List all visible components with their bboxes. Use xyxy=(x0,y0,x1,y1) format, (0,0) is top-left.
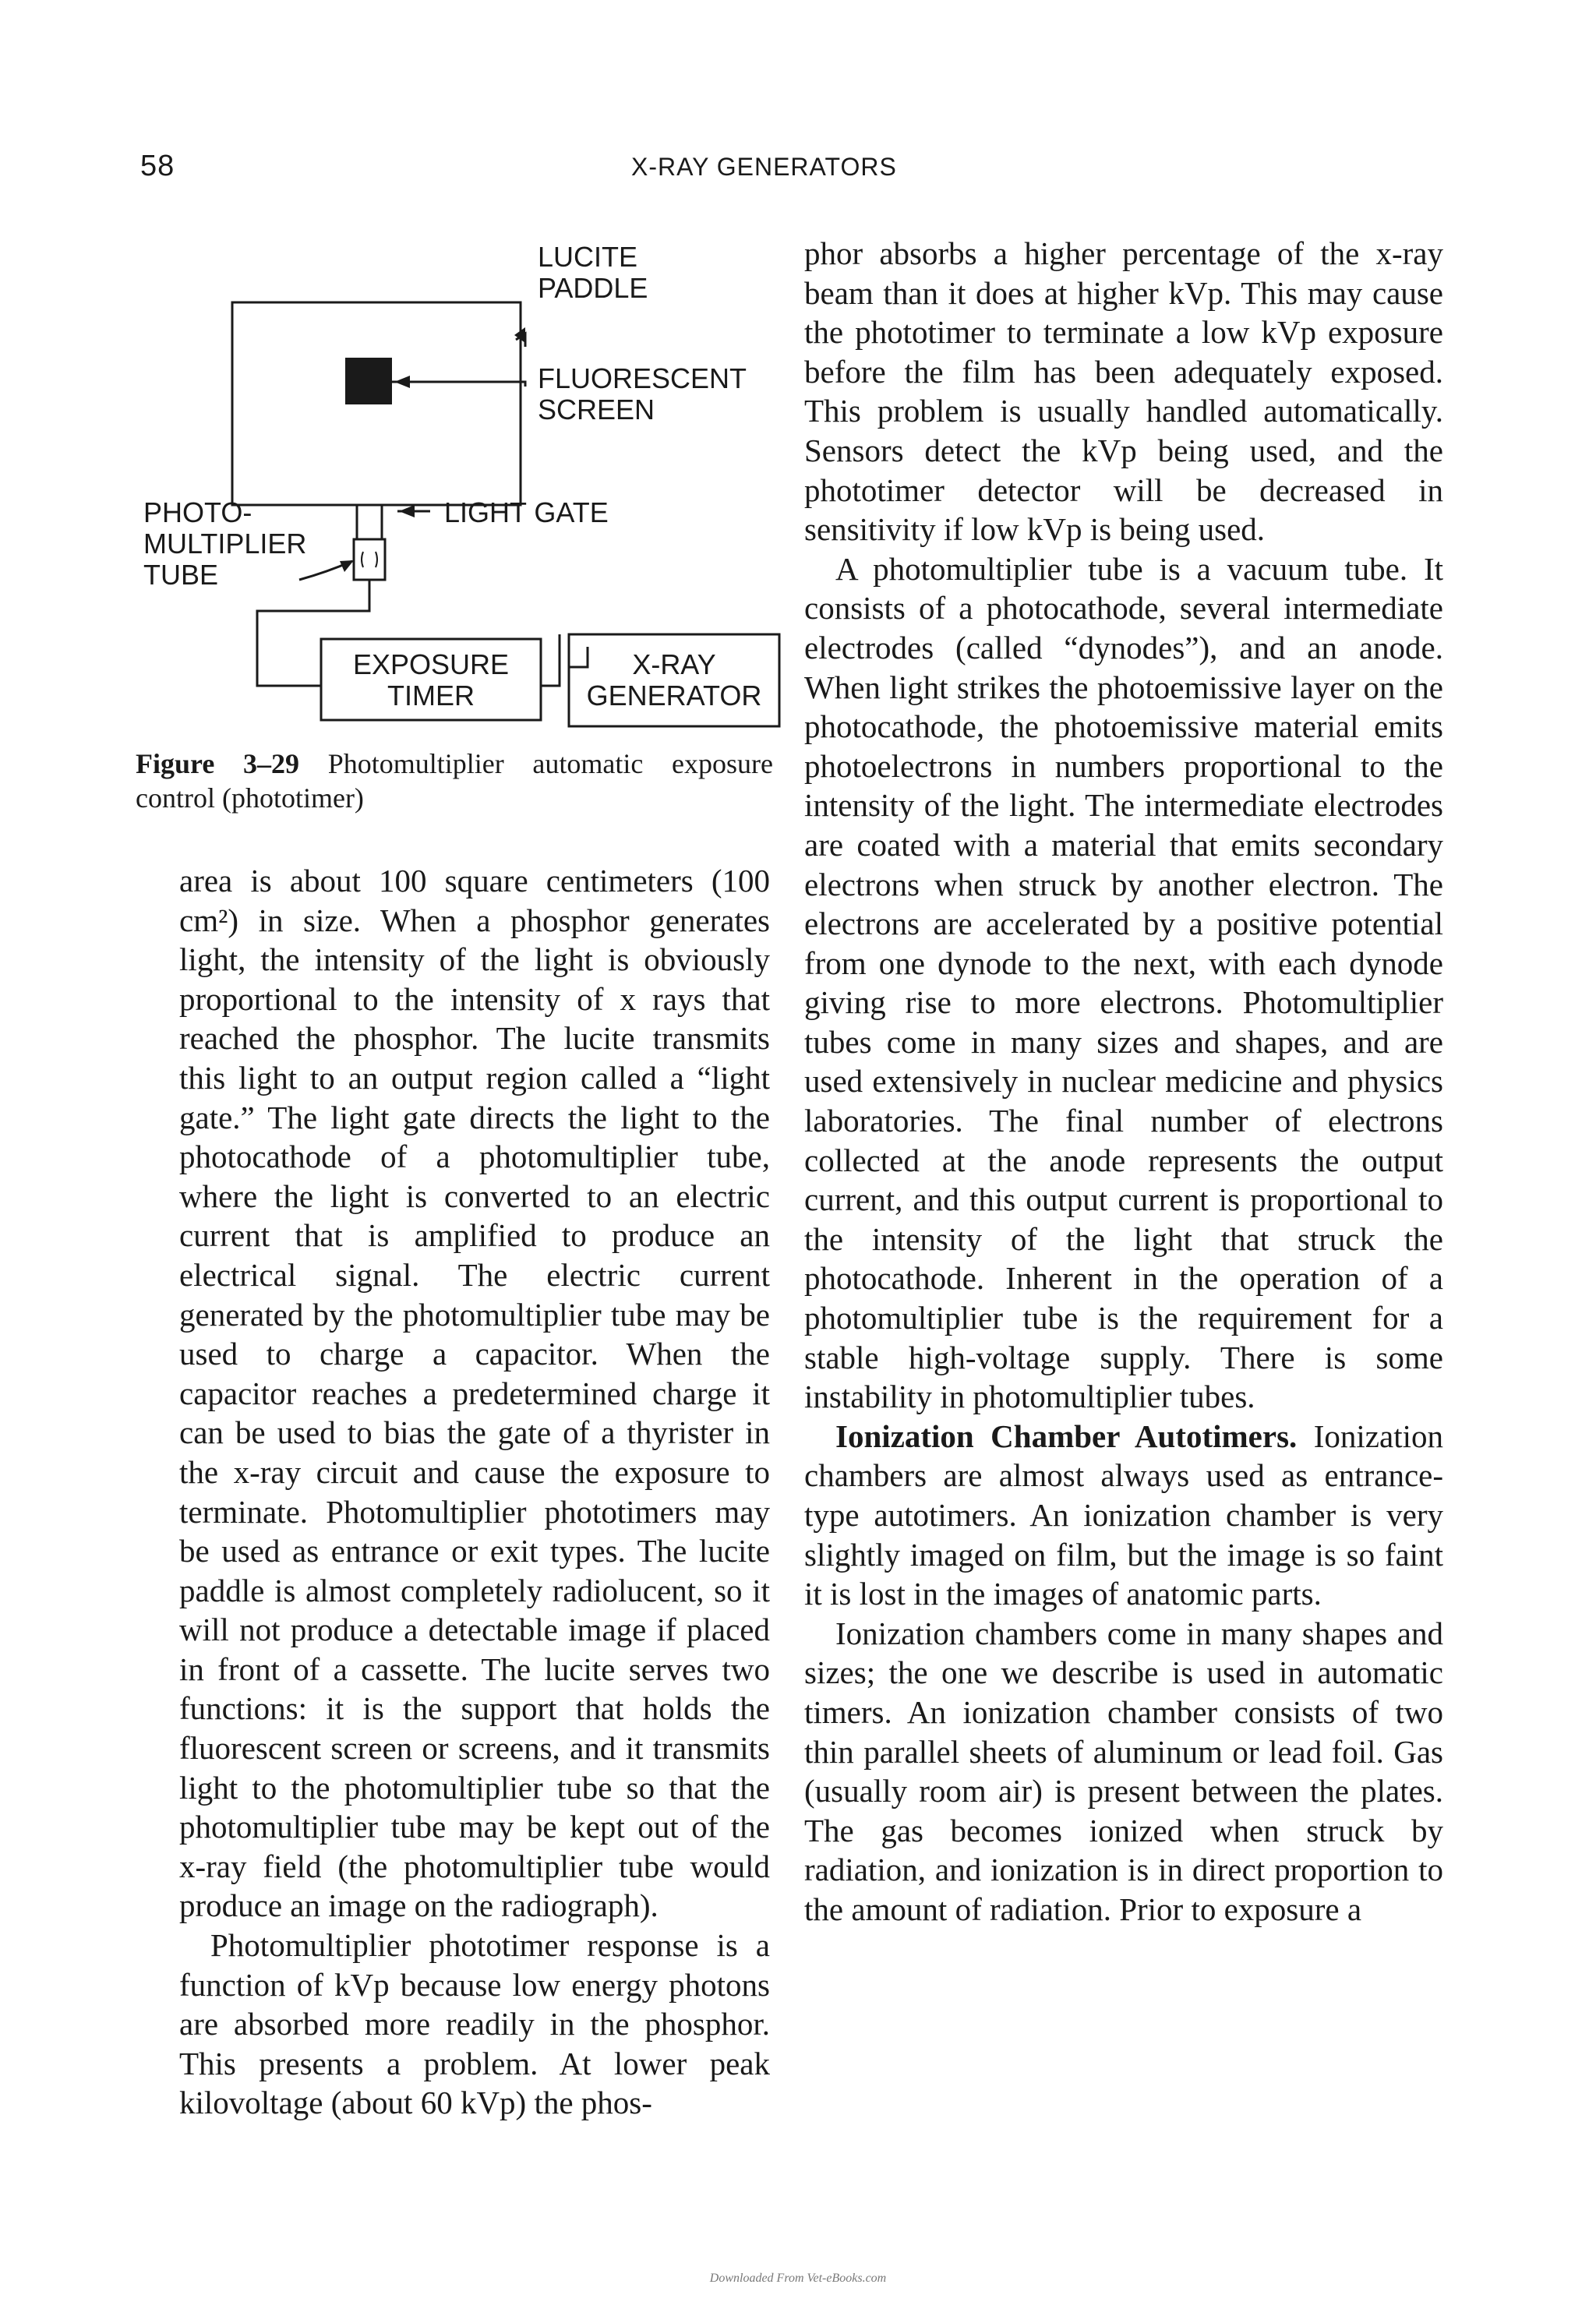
photomultiplier-box xyxy=(354,539,385,580)
section-heading-ionization: Ionization Chamber Autotimers. xyxy=(835,1418,1298,1454)
figure-caption xyxy=(136,747,773,815)
label-photo-1: PHOTO- xyxy=(143,496,252,528)
label-photo-3: TUBE xyxy=(143,559,219,591)
label-xray-1: X-RAY xyxy=(632,648,716,680)
label-xray-2: GENERATOR xyxy=(586,680,762,711)
phototimer-diagram xyxy=(132,234,787,771)
right-paragraph-1: phor absorbs a higher percentage of the x-ray beam than it does at higher kVp. This may cause the phototimer to terminate a low kVp exposure before the film has been adequately exposed. This problem is usually handled automatically. Sensors detect the kVp being used, and the phototimer detector will be decreased in sensitivity if low kVp is being used. xyxy=(804,235,1443,548)
label-fluor-2: SCREEN xyxy=(538,394,655,425)
right-column xyxy=(804,234,1443,1929)
running-head: X-RAY GENERATORS xyxy=(631,153,897,181)
label-exposure-2: TIMER xyxy=(387,680,475,711)
right-paragraph-3 xyxy=(804,1417,1443,1614)
right-paragraph-3-text: Ionization chambers are almost always used as entrance-type autotimers. An ionization chamber is very slightly imaged on film, but the image is so faint it is lost in the images of anatomic parts. xyxy=(804,1418,1443,1612)
label-photo-2: MULTIPLIER xyxy=(143,528,307,560)
figure-caption-text: Photomultiplier automatic exposure control (phototimer) xyxy=(136,748,773,814)
left-column xyxy=(179,861,770,2123)
footer-watermark: Downloaded From Vet-eBooks.com xyxy=(709,2272,887,2285)
label-light-gate: LIGHT GATE xyxy=(444,496,609,528)
page-number: 58 xyxy=(140,150,175,182)
left-paragraph-1: area is about 100 square centimeters (100 cm²) in size. When a phosphor generates light, the intensity of the light is obviously proportional to the intensity of x rays that reached the phosphor. The lucite transmits this light to an output region called a “light gate.” The light gate directs the light to the photocathode of a photomultiplier tube, where the light is converted to an electric current that is amplified to produce an electrical signal. The electric current generated by the photomultiplier tube may be used to charge a capacitor. When the capacitor reaches a predetermined charge it can be used to bias the gate of a thyrister in the x-ray circuit and cause the exposure to terminate. Photomultiplier phototimers may be used as entrance or exit types. The lucite paddle is almost completely radiolucent, so it will not produce a detectable image if placed in front of a cassette. The lucite serves two functions: it is the support that holds the fluorescent screen or screens, and it transmits light to the photomultiplier tube so that the photomultiplier tube may be kept out of the x-ray field (the photomultiplier tube would produce an image on the radiograph). xyxy=(179,863,770,1924)
label-exposure-1: EXPOSURE xyxy=(352,648,510,680)
label-fluor-1: FLUORESCENT xyxy=(538,362,747,394)
right-paragraph-2: A photomultiplier tube is a vacuum tube. It consists of a photocathode, several intermediate electrodes (called “dynodes”), and an anode. When light strikes the photoemissive layer on the photocathode, the photoemissive material emits photoelectrons in numbers proportional to the intensity of the light. The intermediate electrodes are coated with a material that emits secondary electrons when struck by another electron. The electrons are accelerated by a positive potential from one dynode to the next, with each dynode giving rise to more electrons. Photomultiplier tubes come in many sizes and shapes, and are used extensively in nuclear medicine and physics laboratories. The final number of electrons collected at the anode represents the output current, and this output current is proportional to the intensity of the light that struck the photocathode. Inherent in the operation of a photomultiplier tube is the requirement for a stable high-voltage supply. There is some instability in photomultiplier tubes. xyxy=(804,550,1443,1415)
right-paragraph-4: Ionization chambers come in many shapes and sizes; the one we describe is used in automatic timers. An ionization chamber consists of two thin parallel sheets of aluminum or lead foil. Gas (usually room air) is present between the plates. The gas becomes ionized when struck by radiation, and ionization is in direct proportion to the amount of radiation. Prior to exposure a xyxy=(804,1615,1443,1927)
figure-caption-label: Figure 3–29 xyxy=(136,748,300,779)
light-gate-box xyxy=(357,505,382,539)
label-lucite-1: LUCITE xyxy=(538,241,638,273)
fluorescent-screen xyxy=(345,358,392,404)
left-paragraph-2: Photomultiplier phototimer response is a function of kVp because low energy photons are absorbed more readily in the phosphor. This presents a problem. At lower peak kilovoltage (about 60 kVp) the phos- xyxy=(179,1927,770,2121)
label-lucite-2: PADDLE xyxy=(538,272,648,304)
